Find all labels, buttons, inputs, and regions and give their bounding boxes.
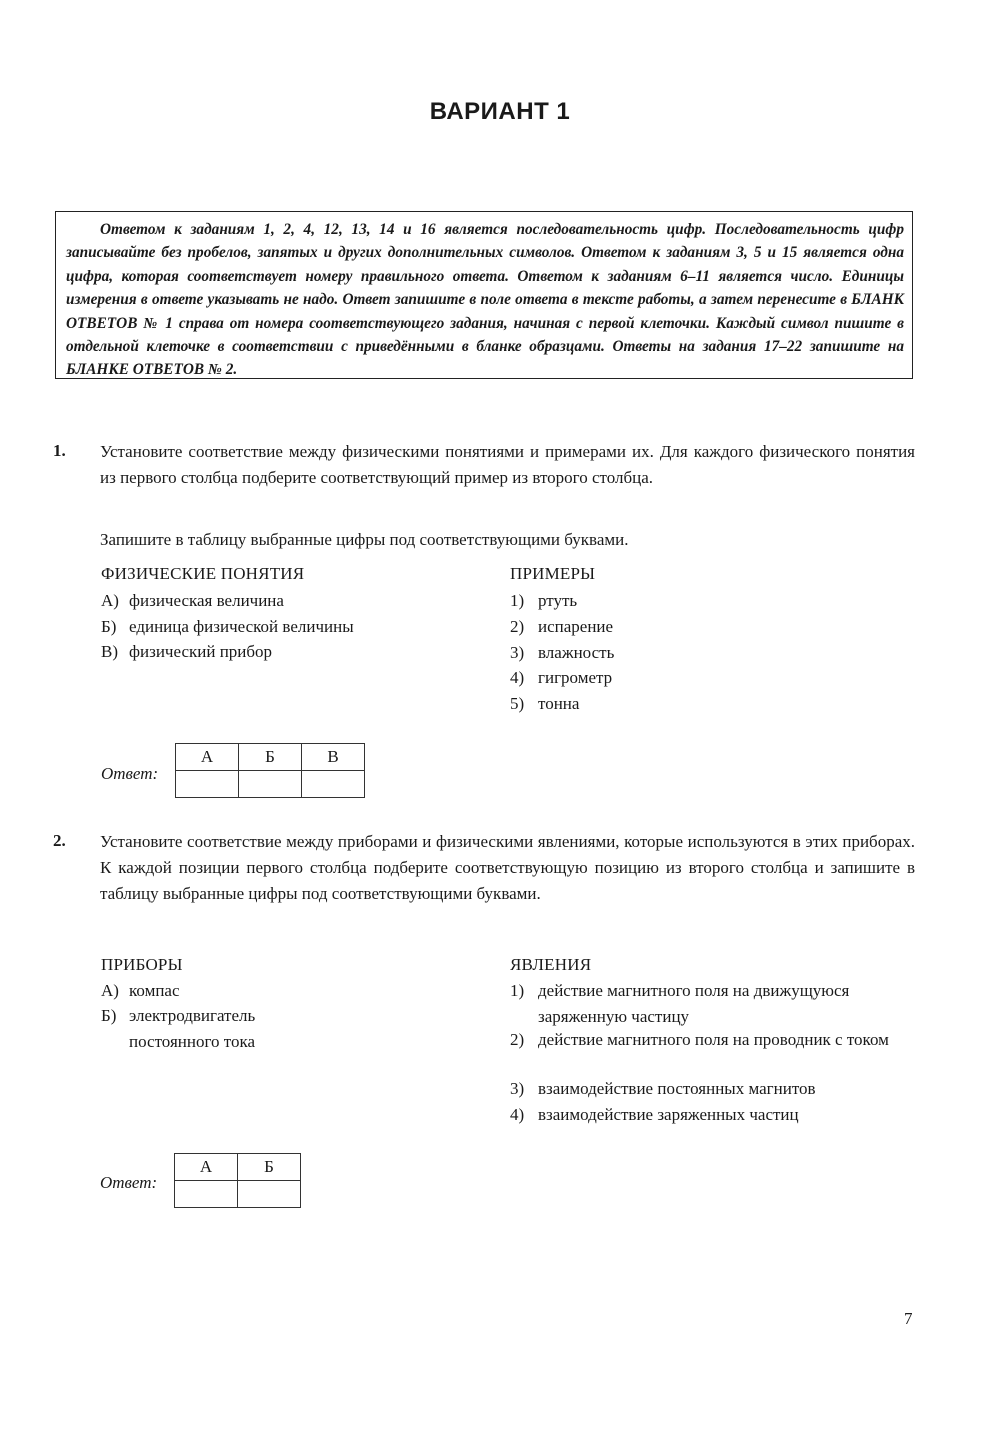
q1-answer-cell-b[interactable] [239,771,302,798]
q2-answer-table [174,1153,301,1208]
q2-right-item-4 [510,1102,799,1128]
q2-right-text: взаимодействие заряженных частиц [538,1105,799,1124]
q1-right-item-1 [510,588,577,614]
q2-right-text: взаимодействие постоянных магнитов [538,1079,816,1098]
q1-right-text: испарение [538,617,614,636]
q1-left-text: физический прибор [129,642,273,661]
q2-right-item-1 [510,978,920,1029]
q2-right-key: 4) [510,1105,525,1124]
q1-answer-col-b: Б [239,744,302,771]
q2-left-key: Б) [101,1006,117,1025]
q2-right-text: действие магнитного поля на движущуюся заряженную частицу [538,981,850,1026]
q1-right-text: гигрометр [538,668,613,687]
q1-left-header: ФИЗИЧЕСКИЕ ПОНЯТИЯ [101,564,305,583]
q1-right-header: ПРИМЕРЫ [510,564,596,583]
q2-answer-col-a: А [175,1154,238,1181]
q2-left-text: электродвигатель постоянного тока [129,1006,256,1051]
q1-right-item-3 [510,640,614,666]
question-1-subtext: Запишите в таблицу выбранные цифры под соответствующими буквами. [100,530,629,549]
q1-right-key: 5) [510,694,525,713]
q2-left-item-a [101,978,180,1004]
q1-right-key: 2) [510,617,525,636]
question-1-text: Установите соответствие между физическими понятиями и примерами их. Для каждого физического понятия из первого столбца подберите соответствующий пример из второго столбца. [100,442,915,487]
question-2-number: 2. [53,831,66,850]
q2-right-key: 2) [510,1030,525,1049]
page-number: 7 [904,1309,913,1328]
q1-right-key: 3) [510,643,525,662]
q1-right-key: 1) [510,591,525,610]
q2-left-item-b [101,1003,301,1054]
q1-right-item-5 [510,691,579,717]
q1-right-key: 4) [510,668,525,687]
q2-left-header: ПРИБОРЫ [101,955,183,974]
q1-left-text: единица физической величины [129,617,354,636]
q1-answer-cell-v[interactable] [302,771,365,798]
q1-left-key: А) [101,591,119,610]
q1-right-text: влажность [538,643,615,662]
q2-right-header: ЯВЛЕНИЯ [510,955,592,974]
instructions-box: Ответом к заданиям 1, 2, 4, 12, 13, 14 и 16 является последовательность цифр. Последовательность цифр записывайте без пробелов, запятых и других дополнительных символов. Ответом к заданиям 3, 5 и 15 является одна цифра, которая соответствует номеру правильного ответа. Ответом к заданиям 6–11 является число. Единицы измерения в ответе указывать не надо. Ответ запишите в поле ответа в тексте работы, а затем перенесите в БЛАНК ОТВЕТОВ № 1 справа от номера соответствующего задания, начиная с первой клеточки. Каждый символ пишите в отдельной клеточке в соответствии с приведёнными в бланке образцами. Ответы на задания 17–22 запишите на БЛАНКЕ ОТВЕТОВ № 2. [55,211,913,379]
q1-answer-table [175,743,365,798]
q1-left-item-b [101,614,354,640]
q1-right-text: ртуть [538,591,578,610]
q1-right-item-2 [510,614,613,640]
q2-right-text: действие магнитного поля на проводник с током [538,1030,889,1049]
q2-left-key: А) [101,981,119,1000]
q1-answer-cell-a[interactable] [176,771,239,798]
question-1-number: 1. [53,441,66,460]
q1-right-text: тонна [538,694,580,713]
q1-left-item-a [101,588,284,614]
q2-answer-cell-a[interactable] [175,1181,238,1208]
q2-answer-label: Ответ: [100,1173,158,1192]
page-title: ВАРИАНТ 1 [429,98,571,125]
q1-left-item-v [101,639,272,665]
q2-answer-cell-b[interactable] [238,1181,301,1208]
q1-answer-col-v: В [302,744,365,771]
question-2-text: Установите соответствие между приборами и физическими явлениями, которые используются в этих приборах. К каждой позиции первого столбца подберите соответствующую позицию из второго столбца и запишите в таблицу выбранные цифры под соответствующими буквами. [100,832,915,903]
q2-left-text: компас [129,981,180,1000]
q2-right-item-2 [510,1027,920,1053]
q1-answer-label: Ответ: [101,764,159,783]
q1-left-key: В) [101,642,118,661]
q1-answer-col-a: А [176,744,239,771]
q2-right-key: 1) [510,981,525,1000]
q1-left-key: Б) [101,617,117,636]
q2-answer-col-b: Б [238,1154,301,1181]
q2-right-item-3 [510,1076,816,1102]
q2-right-key: 3) [510,1079,525,1098]
q1-right-item-4 [510,665,612,691]
q1-left-text: физическая величина [129,591,284,610]
